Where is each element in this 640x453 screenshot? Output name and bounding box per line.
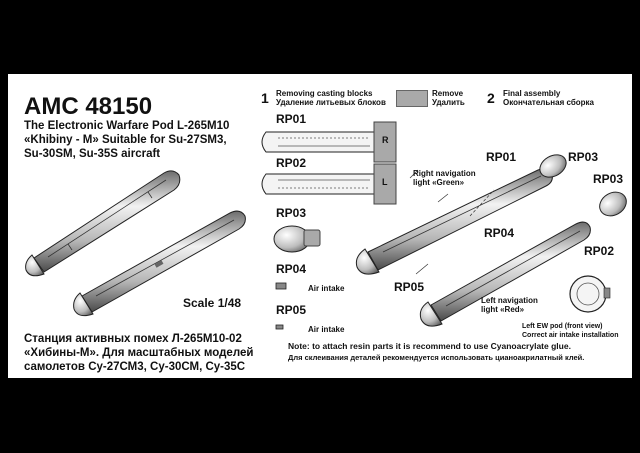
step1-label-ru: Удаление литьевых блоков — [276, 98, 386, 107]
remove-label-ru: Удалить — [432, 98, 465, 107]
russian-description — [24, 332, 253, 374]
scale-label: Scale 1/48 — [183, 296, 242, 310]
step2-label — [503, 89, 594, 107]
left-nav-line: light «Red» — [481, 305, 525, 314]
step2-label-ru: Окончательная сборка — [503, 98, 594, 107]
remove-label-en: Remove — [432, 89, 464, 98]
step2-number: 2 — [487, 90, 495, 106]
product-description — [24, 119, 229, 161]
russian-line: самолетов Су-27СМ3, Су-30СМ, Су-35С — [24, 361, 246, 373]
step1-number: 1 — [261, 90, 269, 106]
description-line: The Electronic Warfare Pod L-265M10 — [24, 120, 230, 132]
product-code: AMC 48150 — [24, 93, 153, 120]
rp02-part-drawing — [262, 164, 396, 204]
instruction-sheet — [8, 74, 632, 378]
front-view-label — [522, 322, 618, 340]
right-nav-line: light «Green» — [413, 178, 465, 187]
front-view-drawing — [570, 276, 610, 312]
right-nav-line: Right navigation — [413, 169, 476, 178]
left-nav-light-label — [481, 296, 538, 314]
assembly-label-rp03-top: RP03 — [568, 150, 599, 164]
casting-block-letter-r: R — [382, 135, 389, 145]
glue-note-ru: Для склеивания деталей рекомендуется использовать цианоакрилатный клей. — [288, 353, 585, 362]
part-label-rp01: RP01 — [276, 112, 307, 126]
description-line: Su-30SM, Su-35S aircraft — [24, 148, 161, 160]
part-label-rp02: RP02 — [276, 156, 307, 170]
assembly-label-rp04: RP04 — [484, 226, 515, 240]
part-label-rp03: RP03 — [276, 206, 307, 220]
air-intake-label-2: Air intake — [308, 325, 345, 334]
right-nav-light-label — [413, 169, 476, 187]
assembly-label-rp05: RP05 — [394, 280, 425, 294]
air-intake-label-1: Air intake — [308, 284, 345, 293]
assembly-label-rp01: RP01 — [486, 150, 517, 164]
part-label-rp04: RP04 — [276, 262, 307, 276]
part-label-rp05: RP05 — [276, 303, 307, 317]
glue-note — [288, 341, 584, 363]
casting-block-letter-l: L — [382, 177, 388, 187]
front-view-line: Left EW pod (front view) — [522, 323, 603, 330]
assembly-label-rp02: RP02 — [584, 244, 615, 258]
russian-line: Станция активных помех Л-265М10-02 — [24, 333, 242, 345]
left-nav-line: Left navigation — [481, 296, 538, 305]
remove-swatch — [396, 90, 428, 107]
russian-line: «Хибины-М». Для масштабных моделей — [24, 347, 254, 359]
rp03-part-drawing — [274, 226, 320, 252]
rp04-part-drawing — [276, 283, 286, 289]
step1-label-en: Removing casting blocks — [276, 89, 373, 98]
rp05-part-drawing — [276, 325, 283, 329]
description-line: «Khibiny - M» Suitable for Su-27SM3, — [24, 134, 227, 146]
remove-label — [432, 89, 465, 107]
step2-label-en: Final assembly — [503, 89, 561, 98]
assembly-label-rp03-right: RP03 — [593, 172, 624, 186]
front-view-line: Correct air intake installation — [522, 332, 619, 339]
glue-note-en: Note: to attach resin parts it is recommend to use Cyanoacrylate glue. — [288, 341, 571, 351]
step1-label — [276, 89, 386, 107]
